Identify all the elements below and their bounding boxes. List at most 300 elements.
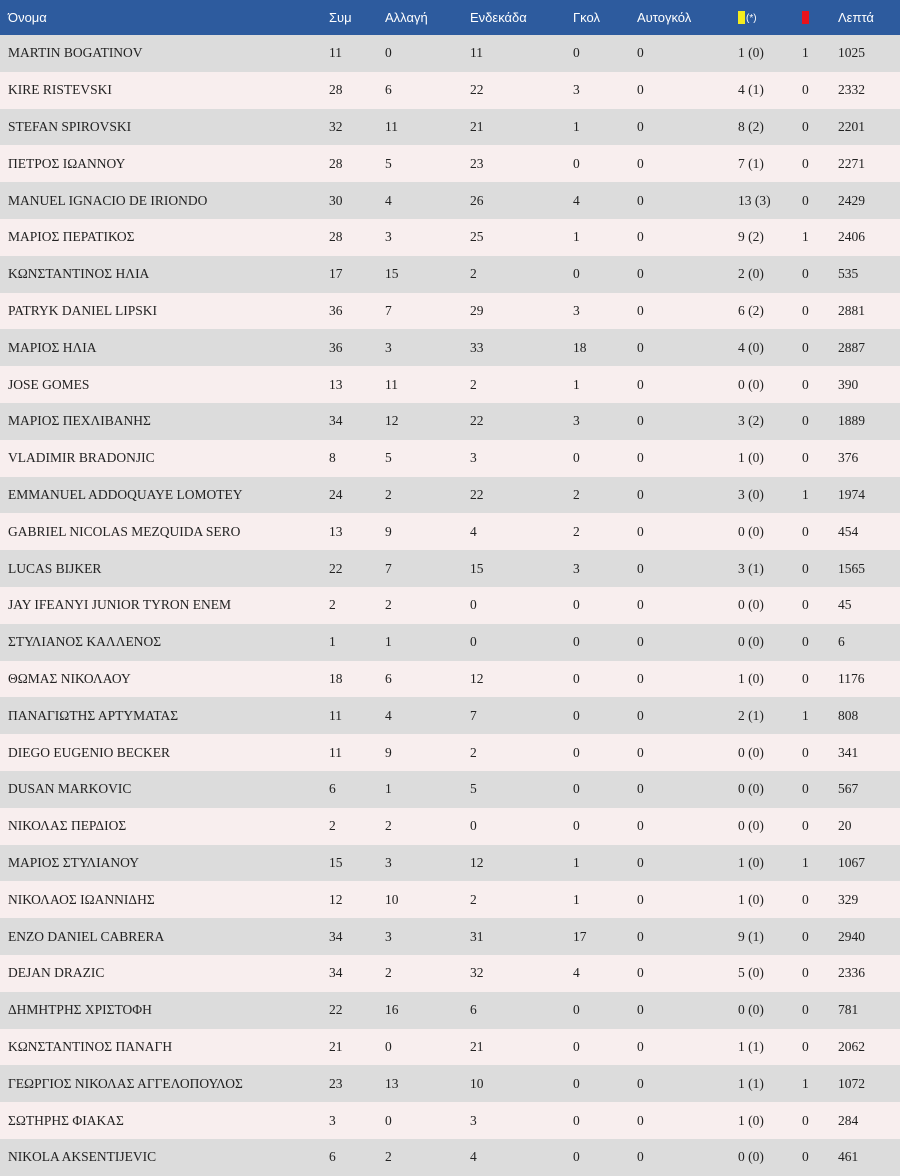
minutes-cell: 2201 xyxy=(838,118,865,134)
appearances-cell: 8 xyxy=(329,450,336,466)
table-row xyxy=(0,697,900,734)
own-goals-cell: 0 xyxy=(637,266,644,282)
own-goals-cell: 0 xyxy=(637,486,644,502)
table-row xyxy=(0,587,900,624)
goals-cell: 0 xyxy=(573,707,580,723)
substitutions-cell: 2 xyxy=(385,818,392,834)
table-row xyxy=(0,329,900,366)
goals-cell: 4 xyxy=(573,965,580,981)
player-name[interactable]: ΔΗΜΗΤΡΗΣ ΧΡΙΣΤΟΦΗ xyxy=(8,1002,152,1018)
player-name[interactable]: JOSE GOMES xyxy=(8,376,90,392)
substitutions-cell: 0 xyxy=(385,1112,392,1128)
own-goals-cell: 0 xyxy=(637,1112,644,1128)
table-row xyxy=(0,661,900,698)
red-cards-cell: 1 xyxy=(802,229,809,245)
own-goals-cell: 0 xyxy=(637,781,644,797)
player-name[interactable]: ΚΩΝΣΤΑΝΤΙΝΟΣ ΠΑΝΑΓΗ xyxy=(8,1038,173,1054)
red-cards-cell: 0 xyxy=(802,118,809,134)
appearances-cell: 22 xyxy=(329,560,343,576)
own-goals-cell: 0 xyxy=(637,82,644,98)
goals-cell: 4 xyxy=(573,192,580,208)
player-name[interactable]: ΝΙΚΟΛΑΣ ΠΕΡΔΙΟΣ xyxy=(8,818,127,834)
substitutions-cell: 2 xyxy=(385,1149,392,1165)
red-card-icon xyxy=(802,11,809,24)
goals-cell: 17 xyxy=(573,928,587,944)
appearances-cell: 2 xyxy=(329,597,336,613)
player-name[interactable]: ENZO DANIEL CABRERA xyxy=(8,928,165,944)
starts-cell: 29 xyxy=(470,302,484,318)
player-name[interactable]: ΠΕΤΡΟΣ ΙΩΑΝΝΟΥ xyxy=(8,155,126,171)
table-row xyxy=(0,624,900,661)
own-goals-cell: 0 xyxy=(637,928,644,944)
substitutions-cell: 3 xyxy=(385,229,392,245)
yellow-cards-cell: 0 (0) xyxy=(738,818,764,834)
appearances-cell: 21 xyxy=(329,1038,343,1054)
red-cards-cell: 0 xyxy=(802,450,809,466)
substitutions-cell: 5 xyxy=(385,155,392,171)
yellow-cards-cell: 13 (3) xyxy=(738,192,771,208)
player-name[interactable]: JAY IFEANYI JUNIOR TYRON ENEM xyxy=(8,597,232,613)
player-name[interactable]: ΣΩΤΗΡΗΣ ΦΙΑΚΑΣ xyxy=(8,1112,124,1128)
starts-cell: 7 xyxy=(470,707,477,723)
player-name[interactable]: LUCAS BIJKER xyxy=(8,560,102,576)
player-name[interactable]: DUSAN MARKOVIC xyxy=(8,781,132,797)
minutes-cell: 2940 xyxy=(838,928,865,944)
starts-cell: 0 xyxy=(470,634,477,650)
starts-cell: 2 xyxy=(470,266,477,282)
substitutions-cell: 1 xyxy=(385,634,392,650)
substitutions-cell: 13 xyxy=(385,1075,399,1091)
minutes-cell: 2887 xyxy=(838,339,865,355)
red-cards-cell: 0 xyxy=(802,376,809,392)
starts-cell: 4 xyxy=(470,523,477,539)
yellow-cards-cell: 3 (0) xyxy=(738,486,764,502)
appearances-cell: 13 xyxy=(329,523,343,539)
substitutions-cell: 12 xyxy=(385,413,399,429)
own-goals-cell: 0 xyxy=(637,891,644,907)
goals-cell: 0 xyxy=(573,266,580,282)
player-name[interactable]: NIKOLA AKSENTIJEVIC xyxy=(8,1149,157,1165)
player-name[interactable]: GABRIEL NICOLAS MEZQUIDA SERO xyxy=(8,523,241,539)
minutes-cell: 461 xyxy=(838,1149,859,1165)
yellow-cards-cell: 3 (1) xyxy=(738,560,764,576)
goals-cell: 1 xyxy=(573,118,580,134)
minutes-cell: 2062 xyxy=(838,1038,865,1054)
goals-cell: 0 xyxy=(573,597,580,613)
appearances-cell: 11 xyxy=(329,707,342,723)
goals-cell: 1 xyxy=(573,854,580,870)
column-header-goals[interactable]: Γκολ xyxy=(573,10,600,25)
red-cards-cell: 0 xyxy=(802,155,809,171)
red-cards-cell: 0 xyxy=(802,302,809,318)
starts-cell: 0 xyxy=(470,818,477,834)
yellow-cards-cell: 1 (0) xyxy=(738,854,764,870)
goals-cell: 0 xyxy=(573,1149,580,1165)
substitutions-cell: 0 xyxy=(385,45,392,61)
minutes-cell: 535 xyxy=(838,266,859,282)
yellow-cards-cell: 1 (1) xyxy=(738,1075,764,1091)
goals-cell: 0 xyxy=(573,1038,580,1054)
minutes-cell: 284 xyxy=(838,1112,859,1128)
column-header-yellow-cards[interactable] xyxy=(738,0,802,35)
table-row xyxy=(0,513,900,550)
yellow-cards-cell: 0 (0) xyxy=(738,1149,764,1165)
starts-cell: 25 xyxy=(470,229,484,245)
starts-cell: 11 xyxy=(470,45,483,61)
player-name[interactable]: ΓΕΩΡΓΙΟΣ ΝΙΚΟΛΑΣ ΑΓΓΕΛΟΠΟΥΛΟΣ xyxy=(8,1075,243,1091)
own-goals-cell: 0 xyxy=(637,376,644,392)
column-header-apps[interactable]: Συμ xyxy=(329,10,352,25)
red-cards-cell: 0 xyxy=(802,339,809,355)
red-cards-cell: 0 xyxy=(802,192,809,208)
minutes-cell: 1889 xyxy=(838,413,865,429)
starts-cell: 22 xyxy=(470,413,484,429)
table-row xyxy=(0,109,900,146)
yellow-cards-cell: 0 (0) xyxy=(738,781,764,797)
minutes-cell: 454 xyxy=(838,523,859,539)
starts-cell: 26 xyxy=(470,192,484,208)
yellow-cards-cell: 2 (1) xyxy=(738,707,764,723)
yellow-cards-cell: 0 (0) xyxy=(738,523,764,539)
own-goals-cell: 0 xyxy=(637,670,644,686)
table-row xyxy=(0,293,900,330)
minutes-cell: 808 xyxy=(838,707,859,723)
appearances-cell: 1 xyxy=(329,634,336,650)
substitutions-cell: 4 xyxy=(385,707,392,723)
column-header-own-goals[interactable]: Αυτογκόλ xyxy=(637,10,692,25)
own-goals-cell: 0 xyxy=(637,560,644,576)
yellow-cards-cell: 3 (2) xyxy=(738,413,764,429)
starts-cell: 5 xyxy=(470,781,477,797)
yellow-cards-cell: 1 (1) xyxy=(738,1038,764,1054)
starts-cell: 2 xyxy=(470,891,477,907)
minutes-cell: 1176 xyxy=(838,670,865,686)
minutes-cell: 390 xyxy=(838,376,859,392)
yellow-cards-cell: 9 (2) xyxy=(738,229,764,245)
minutes-cell: 1067 xyxy=(838,854,865,870)
goals-cell: 1 xyxy=(573,891,580,907)
substitutions-cell: 6 xyxy=(385,82,392,98)
minutes-cell: 1072 xyxy=(838,1075,865,1091)
player-name[interactable]: ΝΙΚΟΛΑΟΣ ΙΩΑΝΝΙΔΗΣ xyxy=(8,891,155,907)
player-name[interactable]: ΚΩΝΣΤΑΝΤΙΝΟΣ ΗΛΙΑ xyxy=(8,266,150,282)
starts-cell: 22 xyxy=(470,486,484,502)
yellow-cards-cell: 1 (0) xyxy=(738,670,764,686)
table-body xyxy=(0,35,900,1176)
appearances-cell: 34 xyxy=(329,965,343,981)
yellow-cards-cell: 0 (0) xyxy=(738,744,764,760)
minutes-cell: 567 xyxy=(838,781,859,797)
yellow-card-note: (*) xyxy=(746,13,757,25)
table-row xyxy=(0,440,900,477)
table-row xyxy=(0,1065,900,1102)
yellow-cards-cell: 1 (0) xyxy=(738,45,764,61)
appearances-cell: 11 xyxy=(329,45,342,61)
player-name[interactable]: ΜΑΡΙΟΣ ΣΤΥΛΙΑΝΟΥ xyxy=(8,854,139,870)
own-goals-cell: 0 xyxy=(637,155,644,171)
appearances-cell: 17 xyxy=(329,266,343,282)
player-name[interactable]: KIRE RISTEVSKI xyxy=(8,82,112,98)
player-name[interactable]: DIEGO EUGENIO BECKER xyxy=(8,744,170,760)
minutes-cell: 2336 xyxy=(838,965,865,981)
red-cards-cell: 0 xyxy=(802,818,809,834)
red-cards-cell: 0 xyxy=(802,634,809,650)
table-row xyxy=(0,918,900,955)
red-cards-cell: 1 xyxy=(802,1075,809,1091)
appearances-cell: 13 xyxy=(329,376,343,392)
player-name[interactable]: ΘΩΜΑΣ ΝΙΚΟΛΑΟΥ xyxy=(8,670,131,686)
red-cards-cell: 0 xyxy=(802,928,809,944)
player-name[interactable]: MARTIN BOGATINOV xyxy=(8,45,143,61)
minutes-cell: 1565 xyxy=(838,560,865,576)
player-name[interactable]: ΜΑΡΙΟΣ ΠΕΡΑΤΙΚΟΣ xyxy=(8,229,135,245)
goals-cell: 0 xyxy=(573,818,580,834)
minutes-cell: 1974 xyxy=(838,486,865,502)
table-row xyxy=(0,145,900,182)
goals-cell: 18 xyxy=(573,339,587,355)
own-goals-cell: 0 xyxy=(637,229,644,245)
yellow-cards-cell: 0 (0) xyxy=(738,597,764,613)
appearances-cell: 34 xyxy=(329,413,343,429)
yellow-cards-cell: 7 (1) xyxy=(738,155,764,171)
red-cards-cell: 0 xyxy=(802,965,809,981)
player-name[interactable]: PATRYK DANIEL LIPSKI xyxy=(8,302,158,318)
own-goals-cell: 0 xyxy=(637,413,644,429)
minutes-cell: 45 xyxy=(838,597,852,613)
yellow-cards-cell: 6 (2) xyxy=(738,302,764,318)
table-row xyxy=(0,1139,900,1176)
minutes-cell: 2406 xyxy=(838,229,865,245)
minutes-cell: 341 xyxy=(838,744,859,760)
substitutions-cell: 2 xyxy=(385,965,392,981)
minutes-cell: 376 xyxy=(838,450,859,466)
minutes-cell: 2332 xyxy=(838,82,865,98)
own-goals-cell: 0 xyxy=(637,118,644,134)
player-name[interactable]: MANUEL IGNACIO DE IRIONDO xyxy=(8,192,208,208)
goals-cell: 1 xyxy=(573,376,580,392)
own-goals-cell: 0 xyxy=(637,597,644,613)
red-cards-cell: 0 xyxy=(802,670,809,686)
table-row xyxy=(0,955,900,992)
table-row xyxy=(0,881,900,918)
appearances-cell: 24 xyxy=(329,486,343,502)
appearances-cell: 30 xyxy=(329,192,343,208)
red-cards-cell: 0 xyxy=(802,413,809,429)
red-cards-cell: 0 xyxy=(802,560,809,576)
own-goals-cell: 0 xyxy=(637,302,644,318)
substitutions-cell: 11 xyxy=(385,376,398,392)
minutes-cell: 1025 xyxy=(838,45,865,61)
appearances-cell: 2 xyxy=(329,818,336,834)
substitutions-cell: 15 xyxy=(385,266,399,282)
minutes-cell: 2881 xyxy=(838,302,865,318)
red-cards-cell: 1 xyxy=(802,707,809,723)
appearances-cell: 6 xyxy=(329,1149,336,1165)
red-cards-cell: 0 xyxy=(802,1002,809,1018)
player-name[interactable]: VLADIMIR BRADONJIC xyxy=(8,450,155,466)
appearances-cell: 28 xyxy=(329,82,343,98)
substitutions-cell: 2 xyxy=(385,597,392,613)
yellow-cards-cell: 4 (1) xyxy=(738,82,764,98)
column-header-name[interactable]: Όνομα xyxy=(8,10,47,25)
goals-cell: 0 xyxy=(573,744,580,760)
player-name[interactable]: ΣΤΥΛΙΑΝΟΣ ΚΑΛΛΕΝΟΣ xyxy=(8,634,162,650)
player-name[interactable]: DEJAN DRAZIC xyxy=(8,965,105,981)
goals-cell: 0 xyxy=(573,1112,580,1128)
appearances-cell: 28 xyxy=(329,229,343,245)
appearances-cell: 12 xyxy=(329,891,343,907)
starts-cell: 12 xyxy=(470,670,484,686)
substitutions-cell: 3 xyxy=(385,928,392,944)
minutes-cell: 329 xyxy=(838,891,859,907)
table-row xyxy=(0,1029,900,1066)
starts-cell: 21 xyxy=(470,118,484,134)
red-cards-cell: 0 xyxy=(802,1038,809,1054)
table-row xyxy=(0,845,900,882)
substitutions-cell: 7 xyxy=(385,302,392,318)
red-cards-cell: 1 xyxy=(802,854,809,870)
red-cards-cell: 0 xyxy=(802,266,809,282)
appearances-cell: 22 xyxy=(329,1002,343,1018)
table-row xyxy=(0,1102,900,1139)
substitutions-cell: 9 xyxy=(385,523,392,539)
goals-cell: 0 xyxy=(573,781,580,797)
substitutions-cell: 11 xyxy=(385,118,398,134)
red-cards-cell: 0 xyxy=(802,1112,809,1128)
table-row xyxy=(0,734,900,771)
minutes-cell: 2271 xyxy=(838,155,865,171)
appearances-cell: 3 xyxy=(329,1112,336,1128)
table-row xyxy=(0,992,900,1029)
minutes-cell: 6 xyxy=(838,634,845,650)
appearances-cell: 11 xyxy=(329,744,342,760)
goals-cell: 3 xyxy=(573,82,580,98)
yellow-cards-cell: 4 (0) xyxy=(738,339,764,355)
own-goals-cell: 0 xyxy=(637,707,644,723)
own-goals-cell: 0 xyxy=(637,192,644,208)
minutes-cell: 20 xyxy=(838,818,852,834)
goals-cell: 0 xyxy=(573,1002,580,1018)
own-goals-cell: 0 xyxy=(637,45,644,61)
table-row xyxy=(0,403,900,440)
yellow-card-icon xyxy=(738,11,745,24)
starts-cell: 3 xyxy=(470,450,477,466)
goals-cell: 0 xyxy=(573,1075,580,1091)
starts-cell: 32 xyxy=(470,965,484,981)
player-name[interactable]: ΠΑΝΑΓΙΩΤΗΣ ΑΡΤΥΜΑΤΑΣ xyxy=(8,707,179,723)
goals-cell: 3 xyxy=(573,560,580,576)
substitutions-cell: 9 xyxy=(385,744,392,760)
starts-cell: 2 xyxy=(470,376,477,392)
substitutions-cell: 2 xyxy=(385,486,392,502)
own-goals-cell: 0 xyxy=(637,965,644,981)
table-row xyxy=(0,182,900,219)
yellow-cards-cell: 0 (0) xyxy=(738,376,764,392)
appearances-cell: 28 xyxy=(329,155,343,171)
player-name[interactable]: ΜΑΡΙΟΣ ΠΕΧΛΙΒΑΝΗΣ xyxy=(8,413,151,429)
appearances-cell: 36 xyxy=(329,302,343,318)
red-cards-cell: 0 xyxy=(802,82,809,98)
table-row xyxy=(0,219,900,256)
goals-cell: 3 xyxy=(573,413,580,429)
own-goals-cell: 0 xyxy=(637,1149,644,1165)
appearances-cell: 36 xyxy=(329,339,343,355)
yellow-cards-cell: 1 (0) xyxy=(738,891,764,907)
yellow-cards-cell: 8 (2) xyxy=(738,118,764,134)
column-header-minutes[interactable]: Λεπτά xyxy=(838,10,874,25)
red-cards-cell: 0 xyxy=(802,523,809,539)
table-row xyxy=(0,72,900,109)
starts-cell: 4 xyxy=(470,1149,477,1165)
appearances-cell: 32 xyxy=(329,118,343,134)
goals-cell: 2 xyxy=(573,486,580,502)
goals-cell: 0 xyxy=(573,155,580,171)
goals-cell: 0 xyxy=(573,670,580,686)
substitutions-cell: 1 xyxy=(385,781,392,797)
appearances-cell: 23 xyxy=(329,1075,343,1091)
player-name[interactable]: STEFAN SPIROVSKI xyxy=(8,118,132,134)
starts-cell: 0 xyxy=(470,597,477,613)
column-header-subs[interactable]: Αλλαγή xyxy=(385,10,428,25)
table-row xyxy=(0,35,900,72)
red-cards-cell: 0 xyxy=(802,744,809,760)
column-header-red-cards[interactable] xyxy=(802,0,838,35)
table-row xyxy=(0,256,900,293)
substitutions-cell: 4 xyxy=(385,192,392,208)
starts-cell: 33 xyxy=(470,339,484,355)
header-row xyxy=(0,0,900,35)
own-goals-cell: 0 xyxy=(637,1002,644,1018)
goals-cell: 0 xyxy=(573,450,580,466)
table-row xyxy=(0,550,900,587)
starts-cell: 23 xyxy=(470,155,484,171)
yellow-cards-cell: 9 (1) xyxy=(738,928,764,944)
substitutions-cell: 3 xyxy=(385,339,392,355)
goals-cell: 0 xyxy=(573,45,580,61)
starts-cell: 15 xyxy=(470,560,484,576)
minutes-cell: 2429 xyxy=(838,192,865,208)
appearances-cell: 34 xyxy=(329,928,343,944)
appearances-cell: 18 xyxy=(329,670,343,686)
substitutions-cell: 7 xyxy=(385,560,392,576)
own-goals-cell: 0 xyxy=(637,634,644,650)
table-row xyxy=(0,366,900,403)
column-header-starts[interactable]: Ενδεκάδα xyxy=(470,10,527,25)
own-goals-cell: 0 xyxy=(637,744,644,760)
starts-cell: 31 xyxy=(470,928,484,944)
table-row xyxy=(0,808,900,845)
own-goals-cell: 0 xyxy=(637,523,644,539)
substitutions-cell: 16 xyxy=(385,1002,399,1018)
own-goals-cell: 0 xyxy=(637,339,644,355)
yellow-cards-cell: 1 (0) xyxy=(738,450,764,466)
starts-cell: 22 xyxy=(470,82,484,98)
substitutions-cell: 10 xyxy=(385,891,399,907)
minutes-cell: 781 xyxy=(838,1002,859,1018)
yellow-cards-cell: 0 (0) xyxy=(738,634,764,650)
own-goals-cell: 0 xyxy=(637,818,644,834)
red-cards-cell: 1 xyxy=(802,45,809,61)
appearances-cell: 15 xyxy=(329,854,343,870)
yellow-cards-cell: 1 (0) xyxy=(738,1112,764,1128)
yellow-cards-cell: 0 (0) xyxy=(738,1002,764,1018)
player-name[interactable]: EMMANUEL ADDOQUAYE LOMOTEY xyxy=(8,486,243,502)
yellow-cards-cell: 5 (0) xyxy=(738,965,764,981)
yellow-cards-cell: 2 (0) xyxy=(738,266,764,282)
substitutions-cell: 6 xyxy=(385,670,392,686)
red-cards-cell: 0 xyxy=(802,781,809,797)
player-name[interactable]: ΜΑΡΙΟΣ ΗΛΙΑ xyxy=(8,339,97,355)
